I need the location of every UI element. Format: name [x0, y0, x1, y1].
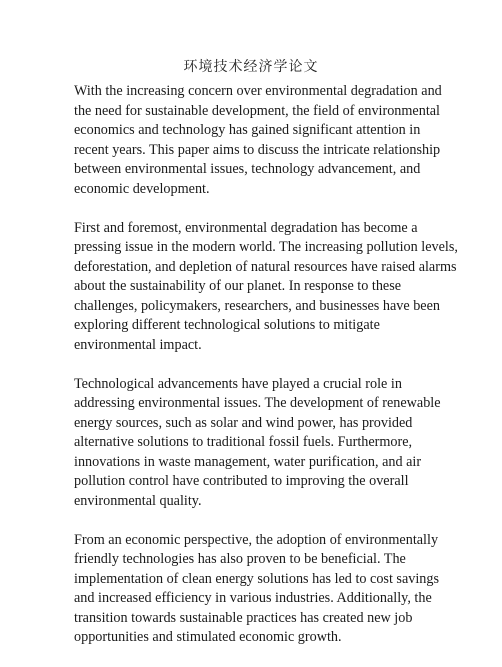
text-line: between environmental issues, technology advancement, and	[74, 161, 421, 177]
text-line: recent years. This paper aims to discuss the intricate relationship	[74, 141, 441, 158]
text-line: Technological advancements have played a crucial role in	[74, 375, 402, 392]
text-line: addressing environmental issues. The development of renewable	[74, 395, 441, 411]
text-line: environmental quality.	[74, 492, 202, 509]
text-line: friendly technologies has also proven to be beneficial. The	[74, 551, 406, 567]
text-line: First and foremost, environmental degradation has become a	[74, 219, 418, 236]
paragraph	[74, 531, 439, 648]
document-body	[74, 82, 458, 667]
text-line: about the sustainability of our planet. In response to these	[74, 278, 402, 294]
paragraph	[74, 375, 441, 512]
text-line: alternative solutions to traditional fossil fuels. Furthermore,	[74, 434, 413, 450]
text-line: and increased efficiency in various industries. Additionally, the	[74, 590, 432, 606]
text-line: environmental impact.	[74, 336, 202, 353]
text-line: deforestation, and depletion of natural resources have raised alarms	[74, 258, 457, 275]
text-line: transition towards sustainable practices has created new job	[74, 609, 413, 626]
text-line: With the increasing concern over environmental degradation and	[74, 83, 442, 99]
text-line: economics and technology has gained significant attention in	[74, 122, 421, 138]
text-line: challenges, policymakers, researchers, and businesses have been	[74, 297, 440, 314]
text-line: exploring different technological solutions to mitigate	[74, 317, 380, 333]
text-line: the need for sustainable development, the field of environmental	[74, 102, 440, 119]
text-line: implementation of clean energy solutions has led to cost savings	[74, 570, 439, 587]
text-line: energy sources, such as solar and wind power, has provided	[74, 414, 413, 431]
text-line: pollution control have contributed to improving the overall	[74, 473, 409, 489]
paragraph	[74, 82, 442, 199]
text-line: innovations in waste management, water purification, and air	[74, 453, 422, 470]
text-line: pressing issue in the modern world. The increasing pollution levels,	[74, 239, 458, 255]
text-line: From an economic perspective, the adoption of environmentally	[74, 531, 439, 548]
text-line: economic development.	[74, 180, 210, 197]
document-title: 环境技术经济学论文	[183, 60, 319, 75]
paragraph	[74, 219, 458, 356]
text-line: opportunities and stimulated economic growth.	[74, 629, 342, 645]
